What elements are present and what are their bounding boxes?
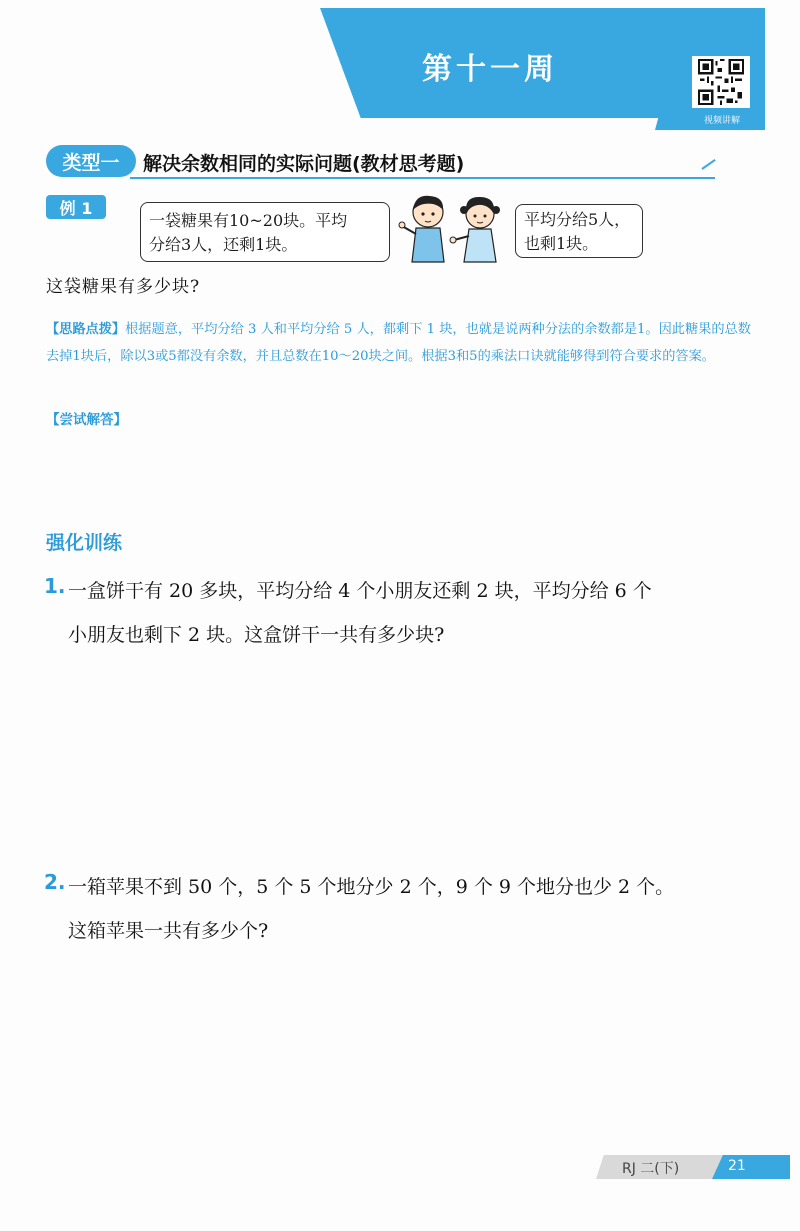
children-illustration xyxy=(398,192,513,267)
footer-edition-label: RJ 二(下) xyxy=(622,1161,680,1177)
speech-bubble-right xyxy=(515,204,643,258)
type-underline xyxy=(130,177,715,179)
hint-label: 【思路点拨】 xyxy=(46,322,126,337)
problem-line: 小朋友也剩下 2 块。这盒饼干一共有多少块? xyxy=(68,624,445,646)
example-tag: 例 1 xyxy=(46,195,106,219)
speech-bubble-left xyxy=(140,202,390,262)
problem-number: 2. xyxy=(44,870,66,894)
type-underline-tip xyxy=(701,159,715,170)
qr-caption: 视频讲解 xyxy=(703,116,740,126)
problem-line: 一盒饼干有 20 多块，平均分给 4 个小朋友还剩 2 块，平均分给 6 个 xyxy=(68,580,652,602)
footer-page-tab xyxy=(712,1155,790,1179)
type-pill: 类型一 xyxy=(46,145,136,177)
practice-problem-1 xyxy=(44,574,764,654)
practice-problem-2 xyxy=(44,870,764,950)
problem-line: 一箱苹果不到 50 个，5 个 5 个地分少 2 个，9 个 9 个地分也少 2 个。 xyxy=(68,876,675,898)
problem-number: 1. xyxy=(44,574,66,598)
hint-text: 根据题意，平均分给 3 人和平均分给 5 人，都剩下 1 块，也就是说两种分法的余数都是1。因此糖果的总数去掉1块后，除以3或5都没有余数，并且总数在10～20块之间。根据3和5的乘法口诀就能够得到符合要求的答案。 xyxy=(46,322,751,364)
example-question: 这袋糖果有多少块? xyxy=(46,277,201,297)
practice-title: 强化训练 xyxy=(46,532,123,554)
problem-line: 这箱苹果一共有多少个? xyxy=(68,920,269,942)
qr-code-icon[interactable] xyxy=(692,56,750,108)
bubble-right-line-2: 也剩1块。 xyxy=(524,234,599,253)
bubble-right-line-1: 平均分给5人， xyxy=(524,210,631,229)
week-title: 第十一周 xyxy=(422,52,558,87)
try-answer-label: 【尝试解答】 xyxy=(46,412,127,428)
bubble-left-line-1: 一袋糖果有10~20块。平均 xyxy=(149,211,348,230)
page-number: 21 xyxy=(728,1158,746,1174)
bubble-left-line-2: 分给3人，还剩1块。 xyxy=(149,235,298,254)
hint-paragraph xyxy=(46,316,758,370)
type-title: 解决余数相同的实际问题(教材思考题) xyxy=(143,153,465,175)
